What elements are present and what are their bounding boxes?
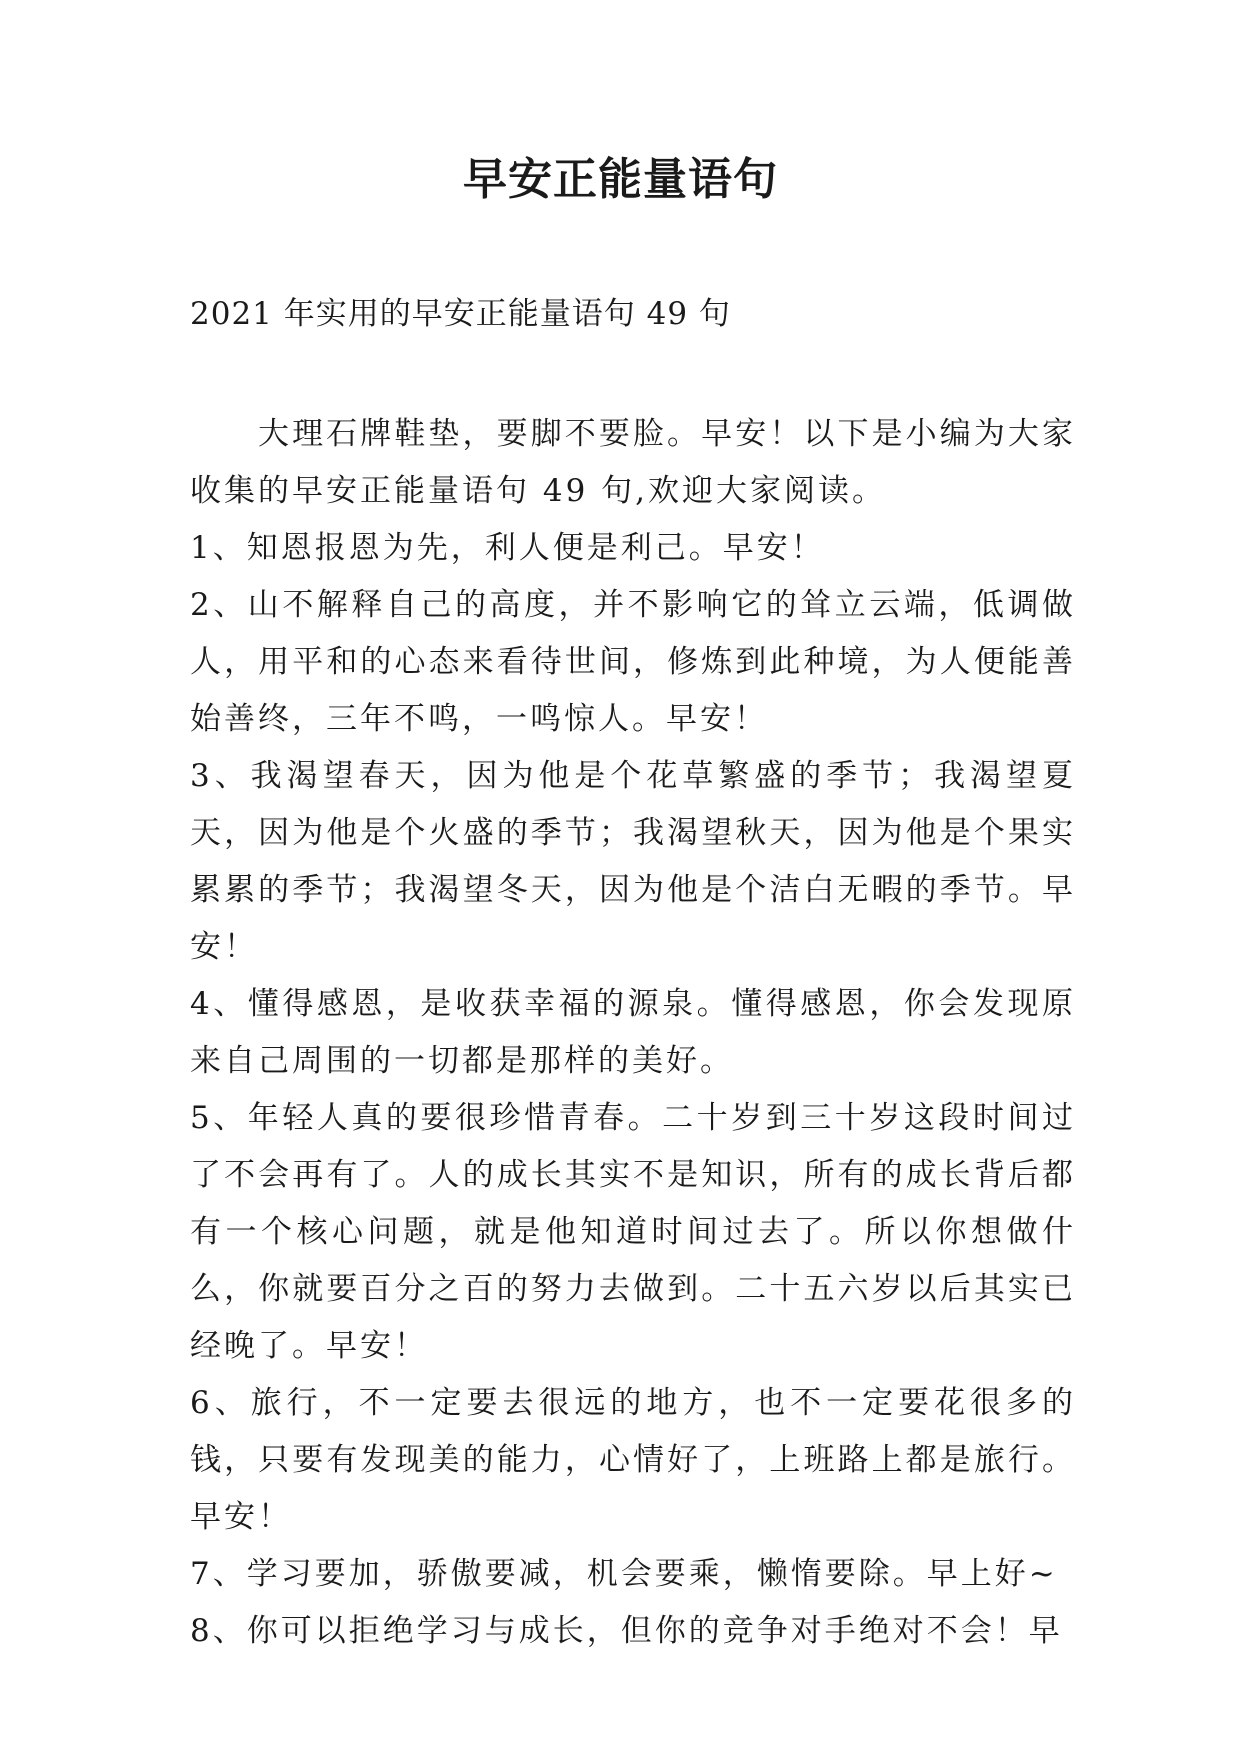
document-body [190,406,1076,1660]
list-item: 4、懂得感恩，是收获幸福的源泉。懂得感恩，你会发现原来自己周围的一切都是那样的美好。 [190,986,1076,1079]
list-item: 8、你可以拒绝学习与成长，但你的竞争对手绝对不会！早 [190,1613,1063,1649]
list-item: 2、山不解释自己的高度，并不影响它的耸立云端，低调做人，用平和的心态来看待世间，修炼到此种境，为人便能善始善终，三年不鸣，一鸣惊人。早安！ [190,587,1076,737]
intro-paragraph: 大理石牌鞋垫，要脚不要脸。早安！以下是小编为大家收集的早安正能量语句 49 句,欢迎大家阅读。 [190,416,1076,509]
list-item: 1、知恩报恩为先，利人便是利己。早安！ [190,530,825,566]
list-item: 3、我渴望春天，因为他是个花草繁盛的季节；我渴望夏天，因为他是个火盛的季节；我渴望秋天，因为他是个果实累累的季节；我渴望冬天，因为他是个洁白无暇的季节。早安！ [190,758,1076,965]
document-title: 早安正能量语句 [463,154,778,205]
list-item: 5、年轻人真的要很珍惜青春。二十岁到三十岁这段时间过了不会再有了。人的成长其实不是知识，所有的成长背后都有一个核心问题，就是他知道时间过去了。所以你想做什么，你就要百分之百的努力去做到。二十五六岁以后其实已经晚了。早安！ [190,1100,1076,1364]
list-item: 6、旅行，不一定要去很远的地方，也不一定要花很多的钱，只要有发现美的能力，心情好了，上班路上都是旅行。早安！ [190,1385,1076,1535]
list-item: 7、学习要加，骄傲要减，机会要乘，懒惰要除。早上好~ [190,1556,1058,1592]
document-subtitle: 2021 年实用的早安正能量语句 49 句 [190,296,731,332]
